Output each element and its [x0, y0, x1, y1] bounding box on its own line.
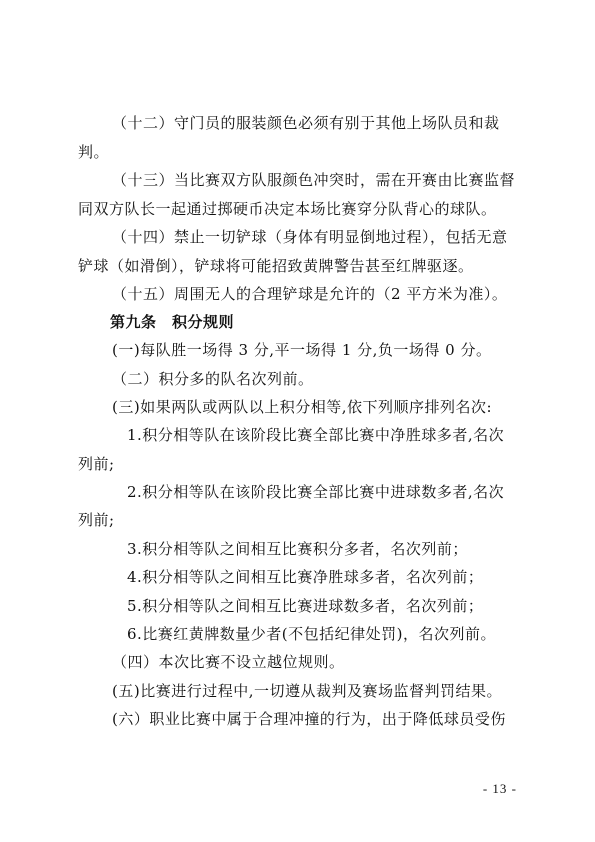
text-line: 列前; [78, 511, 115, 529]
text-line: (五)比赛进行过程中,一切遵从裁判及赛场监督判罚结果。 [112, 682, 502, 700]
text-line: （十四）禁止一切铲球（身体有明显倒地过程），包括无意 [112, 228, 508, 246]
text-line: (三)如果两队或两队以上积分相等,依下列顺序排列名次: [112, 398, 493, 416]
text-line: 判。 [78, 143, 110, 161]
text-line: （十三）当比赛双方队服颜色冲突时，需在开赛由比赛监督 [112, 171, 516, 189]
text-line: （二）积分多的队名次列前。 [112, 370, 314, 388]
text-line: 铲球（如滑倒），铲球将可能招致黄牌警告甚至红牌驱逐。 [78, 257, 474, 275]
text-line: (六）职业比赛中属于合理冲撞的行为，出于降低球员受伤 [112, 710, 506, 728]
section-heading: 第九条 积分规则 [110, 313, 235, 331]
list-item: 6.比赛红黄牌数量少者(不包括纪律处罚)，名次列前。 [127, 625, 497, 643]
list-item: 1.积分相等队在该阶段比赛全部比赛中净胜球多者,名次 [127, 426, 505, 444]
list-item: 5.积分相等队之间相互比赛进球数多者，名次列前； [127, 597, 484, 615]
list-item: 3.积分相等队之间相互比赛积分多者，名次列前； [127, 540, 468, 558]
list-item: 2.积分相等队在该阶段比赛全部比赛中进球数多者,名次 [127, 483, 505, 501]
text-line: 列前; [78, 455, 115, 473]
text-line: 同双方队长一起通过掷硬币决定本场比赛穿分队背心的球队。 [78, 200, 497, 218]
text-line: （十二）守门员的服装颜色必须有别于其他上场队员和裁 [112, 114, 500, 132]
page-number: - 13 - [482, 781, 517, 796]
text-line: （十五）周围无人的合理铲球是允许的（2 平方米为准）。 [112, 285, 508, 303]
list-item: 4.积分相等队之间相互比赛净胜球多者，名次列前； [127, 568, 484, 586]
text-line: (一)每队胜一场得 3 分,平一场得 1 分,负一场得 0 分。 [112, 341, 492, 359]
text-line: （四）本次比赛不设立越位规则。 [112, 653, 345, 671]
